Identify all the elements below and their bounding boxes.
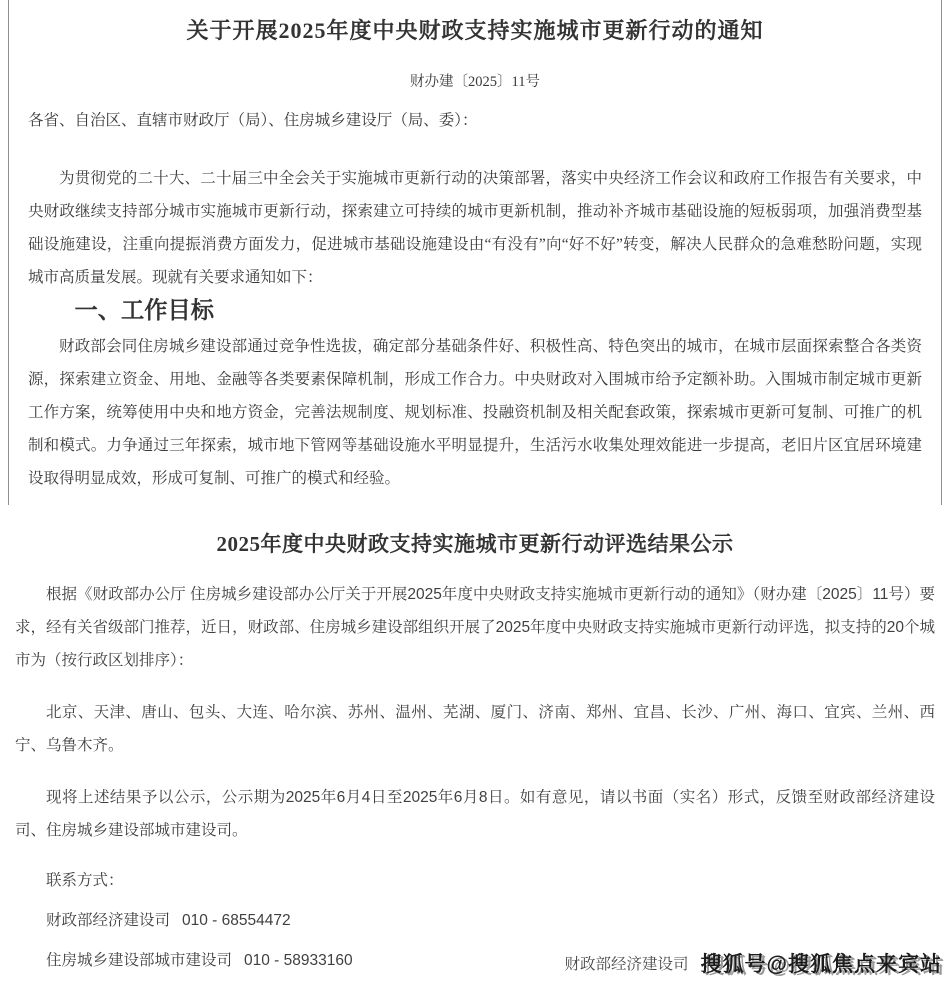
announcement-paragraph-publicity: 现将上述结果予以公示，公示期为2025年6月4日至2025年6月8日。如有意见，请以书面（实名）形式，反馈至财政部经济建设司、住房城乡建设部城市建设司。	[15, 789, 935, 839]
notice-section-heading: 一、工作目标	[74, 298, 215, 324]
notice-title: 关于开展2025年度中央财政支持实施城市更新行动的通知	[186, 18, 764, 43]
notice-paragraph-goal: 财政部会同住房城乡建设部通过竞争性选拔，确定部分基础条件好、积极性高、特色突出的城市，在城市层面探索整合各类资源，探索建立资金、用地、金融等各类要素保障机制，形成工作合力。中央财政对入围城市给予定额补助。入围城市制定城市更新工作方案，统筹使用中央和地方资金，完善法规制度、规划标准、投融资机制及相关配套政策，探索城市更新可复制、可推广的机制和模式。力争通过三年探索，城市地下管网等基础设施水平明显提升，生活污水收集处理效能进一步提高，老旧片区宜居环境建设取得明显成效，形成可复制、可推广的模式和经验。	[28, 338, 922, 487]
announcement-title: 2025年度中央财政支持实施城市更新行动评选结果公示	[216, 532, 734, 556]
contact-label: 联系方式：	[46, 872, 124, 889]
contact-org: 财政部经济建设司	[46, 912, 171, 929]
document-footer	[565, 948, 943, 978]
notice-paragraph-intro: 为贯彻党的二十大、二十届三中全会关于实施城市更新行动的决策部署，落实中央经济工作会议和政府工作报告有关要求，中央财政继续支持部分城市实施城市更新行动，探索建立可持续的城市更新机制，推动补齐城市基础设施的短板弱项，加强消费型基础设施建设，注重向提振消费方面发力，促进城市基础设施建设由“有没有”向“好不好”转变，解决人民群众的急难愁盼问题，实现城市高质量发展。现就有关要求通知如下：	[28, 170, 922, 286]
sohu-watermark: 搜狐号@搜狐焦点来宾站	[700, 953, 942, 976]
announcement-paragraph-basis: 根据《财政部办公厅 住房城乡建设部办公厅关于开展2025年度中央财政支持实施城市更新行动的通知》（财办建〔2025〕11号）要求，经有关省级部门推荐，近日，财政部、住房城乡建设部组织开展了2025年度中央财政支持实施城市更新行动评选，拟支持的20个城市为（按行政区划排序）：	[15, 586, 935, 669]
announcement-section	[0, 505, 950, 974]
contact-phone: 010 - 68554472	[182, 912, 291, 929]
notice-doc-number: 财办建〔2025〕11号	[410, 74, 540, 90]
footer-signature: 财政部经济建设司	[564, 956, 689, 973]
announcement-city-list: 北京、天津、唐山、包头、大连、哈尔滨、苏州、温州、芜湖、厦门、济南、郑州、宜昌、长沙、广州、海口、宜宾、兰州、西宁、乌鲁木齐。	[15, 704, 935, 754]
contact-row-mof	[15, 908, 935, 934]
contact-phone: 010 - 58933160	[244, 952, 353, 969]
contact-org: 住房城乡建设部城市建设司	[46, 952, 233, 969]
notice-salutation: 各省、自治区、直辖市财政厅（局）、住房城乡建设厅（局、委）：	[28, 112, 478, 129]
notice-document-box	[8, 0, 942, 505]
